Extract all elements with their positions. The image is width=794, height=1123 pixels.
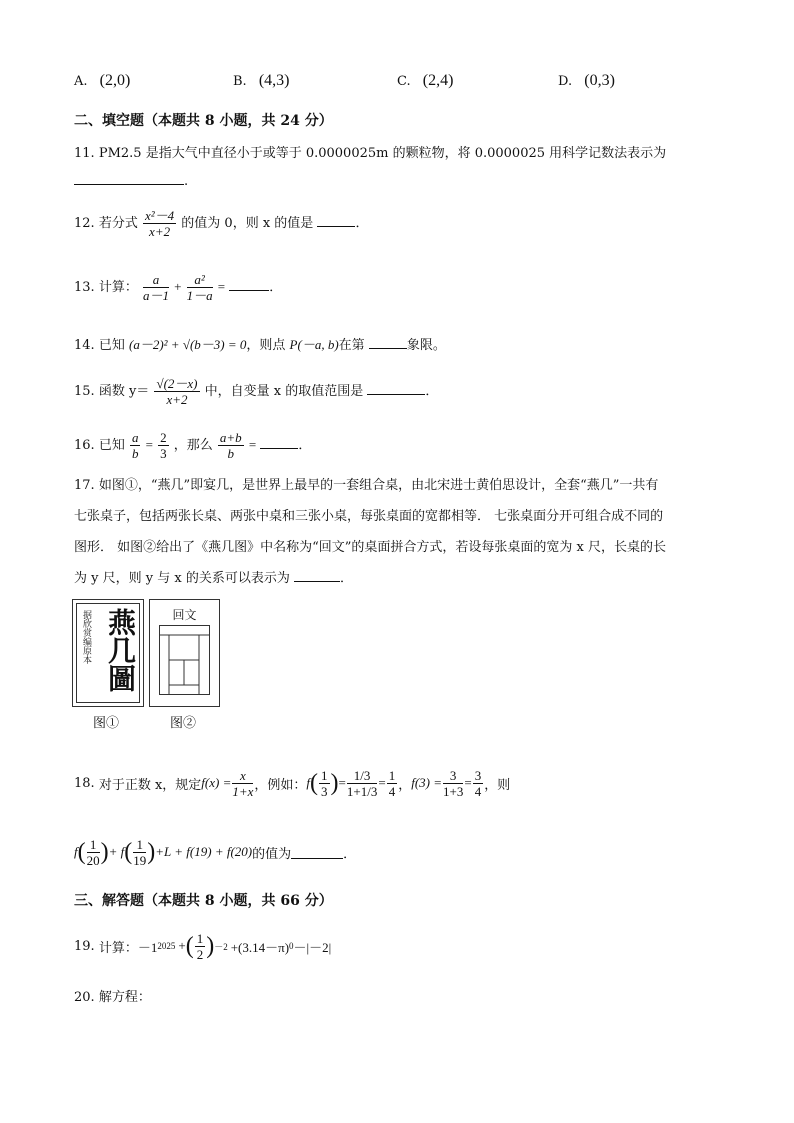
q18-example-2-result: $\frac{3}{4}$ xyxy=(474,767,482,799)
q18-example-argument: $\frac{1}{3}$ xyxy=(321,767,328,799)
question-19: 19. 计算： －1 2025 + ( $\frac{1}{2}$ ) －2 +(3.14－π) 0 －|－2| xyxy=(74,930,332,962)
q12-answer-blank[interactable] xyxy=(317,214,355,227)
q12-fraction: $\frac{\text{x²－4}}{x+2}$ xyxy=(144,208,175,239)
figure-1-yanji-book xyxy=(72,599,144,707)
q11-answer-blank[interactable]: . xyxy=(74,172,188,189)
question-14: 14. 已知 (a－2)² + √(b－3) = 0，则点 P(－a, b)在第 象限。 xyxy=(74,337,446,353)
question-17-line-2: 七张桌子，包括两张长桌、两张中桌和三张小桌，每张桌面的宽都相等． 七张桌面分开可组合成不同的 xyxy=(74,509,664,524)
question-17-line-4: 为 y 尺，则 y 与 x 的关系可以表示为 ． xyxy=(74,571,353,586)
q18-example-result: $\frac{1}{4}$ xyxy=(388,767,396,799)
figure-2-huiwen-layout xyxy=(149,599,220,707)
question-18-line-2: f ( $\frac{1}{20}$ ) + f ( $\frac{1}{19}$ ) +L + f(19) + f(20) 的值为 ． xyxy=(74,836,357,868)
q15-answer-blank[interactable] xyxy=(367,382,425,395)
figure-2-caption: 图② xyxy=(170,716,197,731)
q18-definition-fraction: $\frac{x}{1+x}$ xyxy=(232,767,254,799)
figure-1-big-text: 燕几圖 xyxy=(104,608,137,692)
q14-expression: (a－2)² + √(b－3) = 0 xyxy=(128,337,247,352)
figure-1-small-text: 据欣赏编原本 xyxy=(81,610,91,664)
q13-fraction-2: $\frac{\text{a²}}{1-a}$ xyxy=(186,272,213,303)
q14-answer-blank[interactable] xyxy=(369,336,407,349)
figure-2-table-arrangement xyxy=(159,625,210,695)
question-18-line-1: 18. 对于正数 x，规定 f(x) = $\frac{x}{1+x}$ ，例如： f ( $\frac{1}{3}$ ) = $\frac{1/3}{1+1/3}$ = $\frac{1}{4}$ ， f(3) = $\frac{3}{1+3}$ = $\frac{3}{4}$ ，则 xyxy=(74,767,511,799)
q15-fraction: $\frac{√(2-x)}{x+2}$ xyxy=(156,376,198,407)
q16-fraction-2: $\frac{2}{3}$ xyxy=(160,430,167,461)
q13-fraction-1: $\frac{a}{a-1}$ xyxy=(142,272,169,303)
figure-1-caption: 图① xyxy=(93,716,120,731)
section-3-title: 三、解答题（本题共 8 小题，共 66 分） xyxy=(74,893,333,909)
q17-answer-blank[interactable] xyxy=(294,569,340,582)
choice-b: B. (4,3) xyxy=(233,72,290,89)
question-12: 12. 若分式 $\frac{\text{x²－4}}{x+2}$ 的值为 0，则 x 的值是 ． xyxy=(74,208,369,239)
choice-c: C. (2,4) xyxy=(397,72,454,89)
question-11: 11. PM2.5 是指大气中直径小于或等于 0.0000025m 的颗粒物，将 0.0000025 用科学记数法表示为 xyxy=(74,146,667,161)
q18-sum-term-1: $\frac{1}{20}$ xyxy=(86,836,100,868)
section-2-title: 二、填空题（本题共 8 小题，共 24 分） xyxy=(74,113,333,129)
choice-a: A. (2,0) xyxy=(74,72,131,89)
q18-answer-blank[interactable] xyxy=(291,846,343,859)
question-20: 20. 解方程： xyxy=(74,990,151,1005)
q19-fraction: $\frac{1}{2}$ xyxy=(196,930,204,962)
question-13: 13. 计算： $\frac{a}{a-1}$ + $\frac{\text{a²}}{1-a}$ = ． xyxy=(74,272,283,303)
q14-point: P(－a, b) xyxy=(289,337,339,352)
q16-fraction-3: $\frac{a+b}{b}$ xyxy=(219,430,242,461)
q18-example-complex-fraction: $\frac{1/3}{1+1/3}$ xyxy=(346,767,378,799)
q13-answer-blank[interactable] xyxy=(229,278,269,291)
figure-2-title: 回文 xyxy=(172,608,197,622)
question-16: 16. 已知 $\frac{a}{b}$ = $\frac{2}{3}$ ，那么 $\frac{a+b}{b}$ = ． xyxy=(74,430,312,461)
question-17-line-3: 图形． 如图②给出了《燕几图》中名称为“回文”的桌面拼合方式，若设每张桌面的宽为 x 尺，长桌的长 xyxy=(74,540,667,555)
question-15: 15. 函数 y＝ $\frac{√(2-x)}{x+2}$ 中，自变量 x 的取值范围是 ． xyxy=(74,376,439,407)
q18-example-2-fraction: $\frac{3}{1+3}$ xyxy=(443,767,464,799)
q16-answer-blank[interactable] xyxy=(260,436,298,449)
q18-sum-term-2: $\frac{1}{19}$ xyxy=(133,836,147,868)
q16-fraction-1: $\frac{a}{b}$ xyxy=(131,430,139,461)
question-17-line-1: 17. 如图①，“燕几”即宴几，是世界上最早的一套组合桌，由北宋进士黄伯思设计，全套“燕几”一共有 xyxy=(74,478,659,493)
choice-d: D. (0,3) xyxy=(558,72,615,89)
